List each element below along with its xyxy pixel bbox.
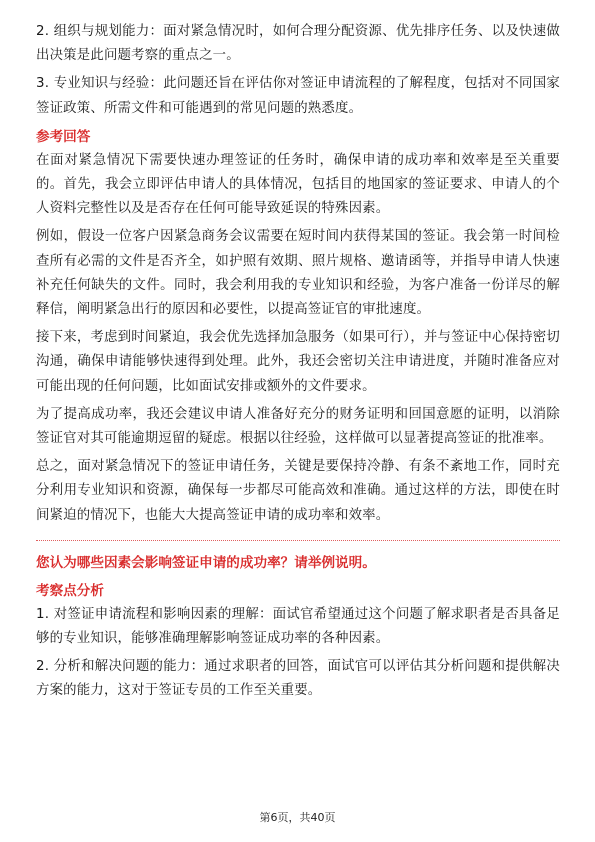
page-content (36, 20, 560, 704)
analysis-point-2: 2. 分析和解决问题的能力：通过求职者的回答，面试官可以评估其分析问题和提供解决方案的能力，这对于签证专员的工作至关重要。 (36, 659, 560, 699)
section-divider (36, 540, 560, 541)
answer-paragraph-5: 总之，面对紧急情况下的签证申请任务，关键是要保持冷静、有条不紊地工作，同时充分利用专业知识和资源，确保每一步都尽可能高效和准确。通过这样的方法，即使在时间紧迫的情况下，也能大大提高签证申请的成功率和效率。 (36, 459, 560, 523)
next-question: 您认为哪些因素会影响签证申请的成功率？请举例说明。 (36, 554, 376, 571)
intro-point-2: 2. 组织与规划能力：面对紧急情况时，如何合理分配资源、优先排序任务、以及快速做出决策是此问题考察的重点之一。 (36, 24, 560, 64)
answer-heading: 参考回答 (36, 128, 91, 145)
intro-point-3: 3. 专业知识与经验：此问题还旨在评估你对签证申请流程的了解程度，包括对不同国家签证政策、所需文件和可能遇到的常见问题的熟悉度。 (36, 76, 560, 116)
analysis-heading: 考察点分析 (36, 582, 104, 599)
answer-paragraph-3: 接下来，考虑到时间紧迫，我会优先选择加急服务（如果可行），并与签证中心保持密切沟通，确保申请能够快速得到处理。此外，我还会密切关注申请进度，并随时准备应对可能出现的任何问题，比如面试安排或额外的文件要求。 (36, 330, 560, 394)
analysis-point-1: 1. 对签证申请流程和影响因素的理解：面试官希望通过这个问题了解求职者是否具备足够的专业知识，能够准确理解影响签证成功率的各种因素。 (36, 606, 560, 647)
answer-paragraph-1: 在面对紧急情况下需要快速办理签证的任务时，确保申请的成功率和效率是至关重要的。首先，我会立即评估申请人的具体情况，包括目的地国家的签证要求、申请人的个人资料完整性以及是否存在任何可能导致延误的特殊因素。 (36, 152, 560, 217)
page-footer: 第6页，共40页 (259, 811, 336, 824)
answer-paragraph-4: 为了提高成功率，我还会建议申请人准备好充分的财务证明和回国意愿的证明，以消除签证官对其可能逾期逗留的疑虑。根据以往经验，这样做可以显著提高签证的批准率。 (36, 406, 560, 447)
answer-paragraph-2: 例如，假设一位客户因紧急商务会议需要在短时间内获得某国的签证。我会第一时间检查所有必需的文件是否齐全，如护照有效期、照片规格、邀请函等，并指导申请人快速补充任何缺失的文件。同时，我会利用我的专业知识和经验，为客户准备一份详尽的解释信，阐明紧急出行的原因和必要性，以提高签证官的审批速度。 (36, 229, 560, 318)
